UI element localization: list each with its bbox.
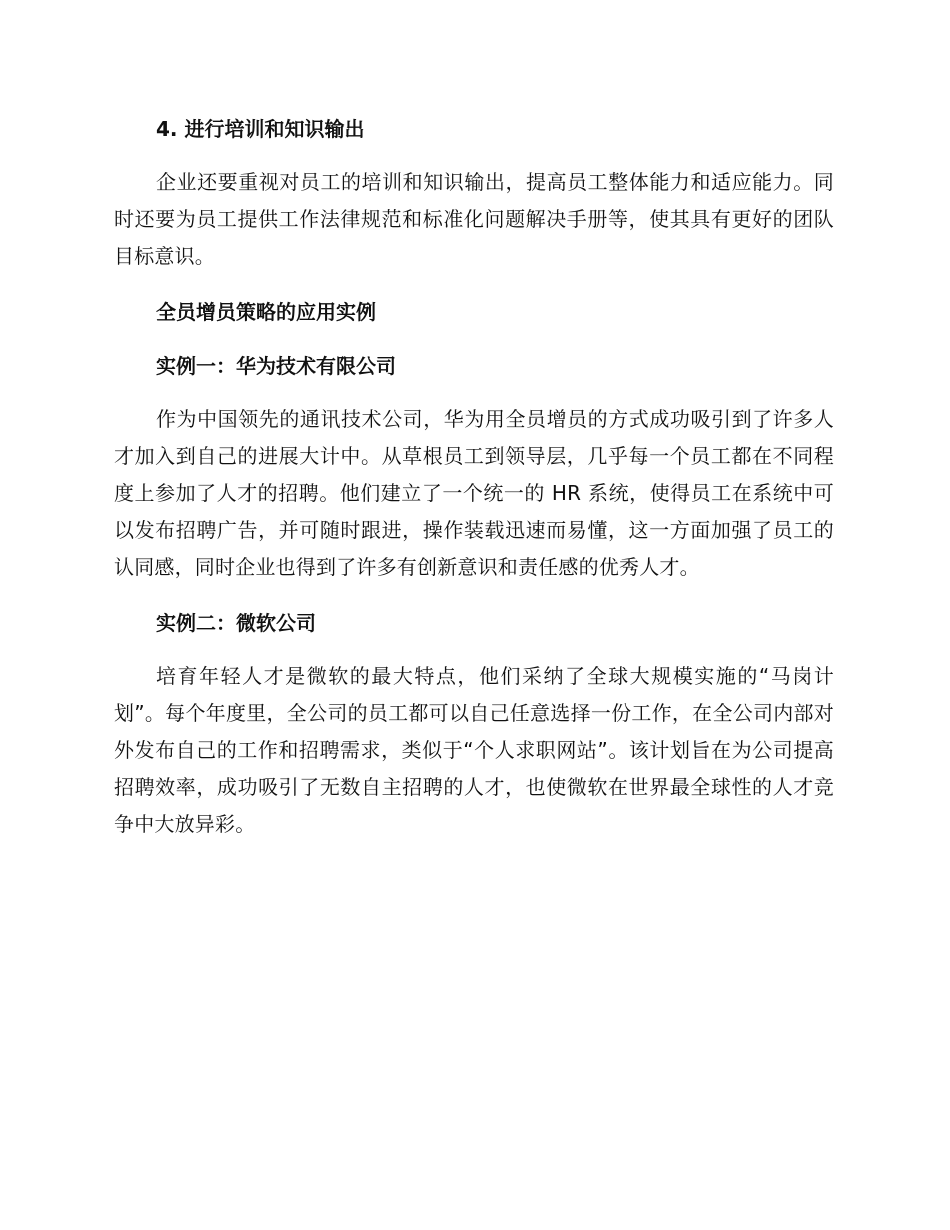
document-page: [114, 112, 834, 843]
section-4-paragraph: 企业还要重视对员工的培训和知识输出，提高员工整体能力和适应能力。同时还要为员工提供工作法律规范和标准化问题解决手册等，使其具有更好的团队目标意识。: [114, 170, 834, 268]
case-2-paragraph: 培育年轻人才是微软的最大特点，他们采纳了全球大规模实施的“马岗计划”。每个年度里，全公司的员工都可以自己任意选择一份工作，在全公司内部对外发布自己的工作和招聘需求，类似于“个人求职网站”。该计划旨在为公司提高招聘效率，成功吸引了无数自主招聘的人才，也使微软在世界最全球性的人才竞争中大放异彩。: [114, 664, 834, 836]
section-4-heading: 4. 进行培训和知识输出: [156, 117, 365, 141]
case-1-heading: 实例一：华为技术有限公司: [156, 354, 396, 378]
cases-heading: 全员增员策略的应用实例: [156, 300, 376, 324]
case-2-heading: 实例二：微软公司: [156, 611, 316, 635]
case-1-paragraph: 作为中国领先的通讯技术公司，华为用全员增员的方式成功吸引到了许多人才加入到自己的进展大计中。从草根员工到领导层，几乎每一个员工都在不同程度上参加了人才的招聘。他们建立了一个统一的 HR 系统，使得员工在系统中可以发布招聘广告，并可随时跟进，操作装载迅速而易懂，这一方面加强了员工的认同感，同时企业也得到了许多有创新意识和责任感的优秀人才。: [114, 407, 834, 579]
